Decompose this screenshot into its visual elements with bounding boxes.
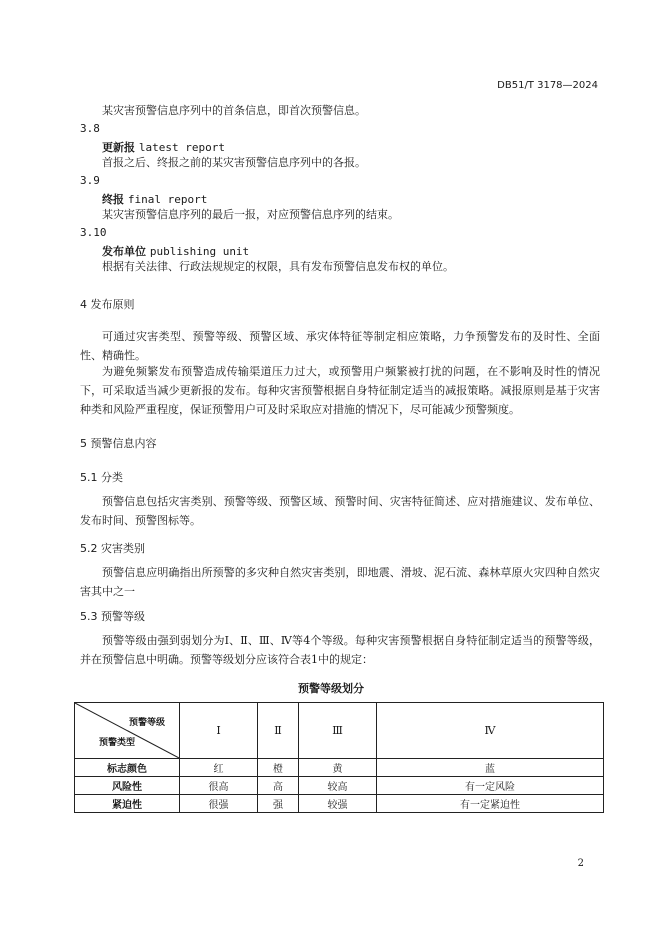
table-row <box>75 759 604 777</box>
table-cell: 较高 <box>299 777 377 795</box>
corner-label-level: 预警等级 <box>128 718 165 728</box>
level-header: Ⅲ <box>299 703 377 759</box>
document-code: DB51/T 3178—2024 <box>497 80 598 91</box>
paragraph: 预警等级由强到弱划分为Ⅰ、Ⅱ、Ⅲ、Ⅳ等4个等级。每种灾害预警根据自身特征制定适当的预警等级，并在预警信息中明确。预警等级划分应该符合表1中的规定： <box>80 634 600 666</box>
table-cell: 有一定风险 <box>377 777 604 795</box>
term-zh: 发布单位 <box>102 245 146 258</box>
term-definition: 根据有关法律、行政法规规定的权限，具有发布预警信息发布权的单位。 <box>102 260 454 273</box>
paragraph: 预警信息包括灾害类别、预警等级、预警区域、预警时间、灾害特征简述、应对措施建议、发布单位、发布时间、预警图标等。 <box>80 495 600 527</box>
table-cell: 很高 <box>180 777 258 795</box>
subsection-heading: 5.1 分类 <box>80 471 123 484</box>
table-title: 预警等级划分 <box>298 682 364 695</box>
term-definition: 某灾害预警信息序列的最后一报，对应预警信息序列的结束。 <box>102 208 399 221</box>
table-cell: 橙 <box>258 759 299 777</box>
term-definition: 首报之后、终报之前的某灾害预警信息序列中的各报。 <box>102 156 366 169</box>
section-heading: 4 发布原则 <box>80 298 135 311</box>
paragraph: 可通过灾害类型、预警等级、预警区域、承灾体特征等制定相应策略，力争预警发布的及时性、全面性、精确性。 <box>80 330 600 362</box>
table-header-row <box>75 703 604 759</box>
term-zh: 更新报 <box>102 141 135 154</box>
table-cell: 黄 <box>299 759 377 777</box>
warning-level-table <box>74 702 604 813</box>
subsection-heading: 5.2 灾害类别 <box>80 542 145 555</box>
section-heading: 5 预警信息内容 <box>80 437 157 450</box>
term-en: final report <box>127 193 208 206</box>
level-header: Ⅳ <box>377 703 604 759</box>
level-header: Ⅰ <box>180 703 258 759</box>
term-number: 3.9 <box>80 174 100 187</box>
table-cell: 很强 <box>180 795 258 813</box>
term-number: 3.10 <box>80 226 107 239</box>
term-en: publishing unit <box>149 245 250 258</box>
table-cell: 较强 <box>299 795 377 813</box>
level-header: Ⅱ <box>258 703 299 759</box>
continued-definition: 某灾害预警信息序列中的首条信息，即首次预警信息。 <box>102 104 366 117</box>
corner-label-type: 预警类型 <box>99 738 136 748</box>
paragraph: 预警信息应明确指出所预警的多灾种自然灾害类别，即地震、滑坡、泥石流、森林草原火灾四种自然灾害其中之一 <box>80 566 600 598</box>
subsection-heading: 5.3 预警等级 <box>80 610 145 623</box>
table-corner-cell <box>75 703 180 759</box>
table-cell: 有一定紧迫性 <box>377 795 604 813</box>
term-en: latest report <box>138 141 225 154</box>
diagonal-line <box>75 703 179 758</box>
table-row <box>75 777 604 795</box>
term-number: 3.8 <box>80 122 100 135</box>
table-cell: 强 <box>258 795 299 813</box>
paragraph: 为避免频繁发布预警造成传输渠道压力过大，或预警用户频繁被打扰的问题，在不影响及时性的情况下，可采取适当减少更新报的发布。每种灾害预警根据自身特征制定适当的减报策略。减报原则是基于灾害种类和风险严重程度，保证预警用户可及时采取应对措施的情况下，尽可能减少预警频度。 <box>80 365 600 416</box>
page-number: 2 <box>577 858 584 869</box>
table-cell: 红 <box>180 759 258 777</box>
row-label: 风险性 <box>75 777 180 795</box>
term-zh: 终报 <box>102 193 124 206</box>
table-cell: 高 <box>258 777 299 795</box>
table-row <box>75 795 604 813</box>
row-label: 紧迫性 <box>75 795 180 813</box>
row-label: 标志颜色 <box>75 759 180 777</box>
table-cell: 蓝 <box>377 759 604 777</box>
